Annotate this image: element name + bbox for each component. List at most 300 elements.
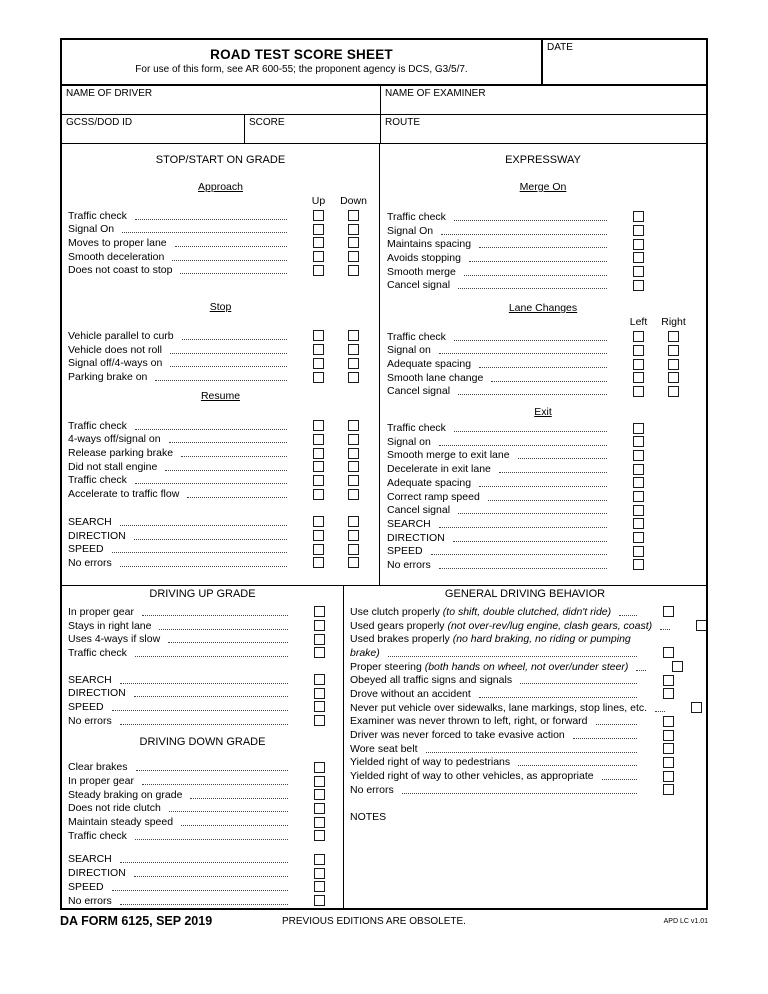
dotted-leader — [458, 281, 607, 289]
checklist-row — [380, 210, 706, 224]
body-top — [62, 144, 706, 586]
checkbox[interactable] — [313, 420, 324, 431]
dotted-leader — [441, 227, 607, 235]
item-label: Vehicle parallel to curb — [68, 329, 174, 342]
dotted-leader — [172, 253, 287, 261]
checklist-row — [62, 250, 379, 264]
item-label: Moves to proper lane — [68, 236, 167, 249]
item-label: Traffic check — [68, 419, 127, 432]
dotted-leader — [518, 451, 607, 459]
checklist-up-grade — [62, 605, 343, 660]
checkbox[interactable] — [314, 789, 325, 800]
checkbox[interactable] — [348, 530, 359, 541]
header-row-title — [62, 40, 706, 86]
checklist-row — [62, 329, 379, 343]
checklist-row — [62, 419, 379, 433]
checkbox[interactable] — [668, 372, 679, 383]
form-border — [60, 38, 708, 910]
checklist-row — [344, 660, 706, 674]
item-label: Cancel signal — [387, 279, 451, 292]
body-bottom — [62, 586, 706, 908]
subsection-title-exit: Exit — [534, 406, 552, 419]
checklist-row — [380, 278, 706, 292]
checkbox[interactable] — [313, 358, 324, 369]
item-label: Adequate spacing — [387, 358, 472, 371]
checklist-row — [62, 542, 379, 556]
item-label: DIRECTION — [68, 687, 126, 700]
checklist-row — [344, 701, 706, 715]
checkbox[interactable] — [348, 251, 359, 262]
checkbox[interactable] — [633, 464, 644, 475]
dotted-leader — [112, 883, 288, 891]
dotted-leader — [499, 465, 607, 473]
item-label: Steady braking on grade — [68, 788, 183, 801]
checklist-general — [344, 605, 706, 797]
checkbox[interactable] — [633, 280, 644, 291]
checklist-row — [62, 370, 379, 384]
item-label: No errors — [350, 783, 394, 796]
gcss-dod-id-field[interactable] — [62, 115, 244, 143]
checkbox[interactable] — [633, 450, 644, 461]
checklist-row — [344, 605, 706, 619]
checkbox[interactable] — [313, 237, 324, 248]
item-label: No errors — [387, 558, 431, 571]
checklist-row — [380, 476, 706, 490]
dotted-leader — [518, 758, 637, 766]
checkbox[interactable] — [313, 330, 324, 341]
subsection-title-resume: Resume — [200, 389, 241, 402]
driver-name-field[interactable] — [62, 86, 380, 114]
item-label: Signal On — [387, 224, 434, 237]
dotted-leader — [431, 547, 607, 555]
checklist-row — [62, 646, 343, 660]
item-label: Avoids stopping — [387, 251, 461, 264]
item-label: Used brakes properly (no hard braking, no riding or pumping — [350, 633, 631, 646]
item-label: Yielded right of way to pedestrians — [350, 756, 511, 769]
checklist-row — [380, 435, 706, 449]
checkbox[interactable] — [313, 344, 324, 355]
checkbox[interactable] — [633, 225, 644, 236]
dotted-leader — [458, 387, 607, 395]
checkbox[interactable] — [348, 544, 359, 555]
checkbox[interactable] — [633, 386, 644, 397]
checkbox[interactable] — [633, 239, 644, 250]
dotted-leader — [112, 545, 287, 553]
item-label: brake) — [350, 646, 380, 659]
dotted-leader — [439, 561, 607, 569]
subsection-title-approach: Approach — [198, 181, 243, 193]
checkbox[interactable] — [663, 771, 674, 782]
checkbox[interactable] — [633, 518, 644, 529]
checkbox[interactable] — [696, 620, 706, 631]
dotted-leader — [170, 359, 287, 367]
checklist-lane-changes — [380, 330, 706, 398]
checklist-row — [62, 446, 379, 460]
checkbox[interactable] — [348, 224, 359, 235]
checklist-merge-on — [380, 210, 706, 292]
item-label: Correct ramp speed — [387, 490, 480, 503]
examiner-name-label: NAME OF EXAMINER — [385, 88, 486, 99]
checkbox[interactable] — [668, 386, 679, 397]
checkbox[interactable] — [668, 331, 679, 342]
dotted-leader — [464, 268, 607, 276]
checklist-row — [62, 556, 379, 570]
checkbox[interactable] — [348, 344, 359, 355]
checkbox[interactable] — [663, 688, 674, 699]
checkbox[interactable] — [348, 265, 359, 276]
item-label: Does not ride clutch — [68, 802, 161, 815]
checkbox[interactable] — [314, 776, 325, 787]
checklist-row — [380, 558, 706, 572]
dotted-leader — [655, 704, 665, 712]
dotted-leader — [120, 717, 288, 725]
checkbox[interactable] — [633, 372, 644, 383]
dotted-leader — [142, 777, 288, 785]
dotted-leader — [120, 559, 287, 567]
item-label: Smooth deceleration — [68, 250, 165, 263]
section-title-down-grade: DRIVING DOWN GRADE — [139, 735, 266, 748]
checklist-row — [62, 894, 343, 908]
dotted-leader — [181, 449, 287, 457]
dotted-leader — [388, 649, 637, 657]
score-label: SCORE — [249, 117, 285, 128]
item-label: Did not stall engine — [68, 460, 158, 473]
checklist-row — [62, 774, 343, 788]
checklist-row — [380, 251, 706, 265]
examiner-name-field[interactable] — [380, 86, 706, 114]
checklist-row — [62, 236, 379, 250]
checkbox[interactable] — [314, 803, 325, 814]
checkbox[interactable] — [313, 372, 324, 383]
checkbox[interactable] — [633, 331, 644, 342]
checkbox[interactable] — [633, 423, 644, 434]
checkbox[interactable] — [663, 784, 674, 795]
dotted-leader — [439, 438, 607, 446]
checkbox[interactable] — [313, 475, 324, 486]
checkbox[interactable] — [633, 505, 644, 516]
dotted-leader — [159, 622, 288, 630]
checklist-row — [62, 761, 343, 775]
checkbox[interactable] — [348, 448, 359, 459]
checkbox[interactable] — [663, 730, 674, 741]
checkbox[interactable] — [314, 817, 325, 828]
checkbox[interactable] — [633, 266, 644, 277]
item-label: Traffic check — [387, 330, 446, 343]
checkbox[interactable] — [348, 557, 359, 568]
checklist-exit — [380, 421, 706, 572]
item-label: SEARCH — [387, 517, 431, 530]
checklist-resume — [62, 419, 379, 501]
dotted-leader — [180, 266, 287, 274]
dotted-leader — [596, 717, 637, 725]
item-label: No errors — [68, 894, 112, 907]
dotted-leader — [187, 490, 287, 498]
notes-area[interactable] — [344, 823, 706, 893]
checkbox[interactable] — [313, 448, 324, 459]
checklist-row — [62, 829, 343, 843]
checklist-row — [380, 330, 706, 344]
checklist-row — [380, 449, 706, 463]
checkbox[interactable] — [633, 252, 644, 263]
checklist-row — [62, 632, 343, 646]
checkbox[interactable] — [314, 854, 325, 865]
item-label: Traffic check — [68, 829, 127, 842]
checkbox[interactable] — [313, 530, 324, 541]
checklist-row — [344, 728, 706, 742]
dotted-leader — [169, 435, 287, 443]
dotted-leader — [135, 832, 288, 840]
checkbox[interactable] — [314, 830, 325, 841]
item-label: Signal On — [68, 223, 115, 236]
checklist-row — [380, 371, 706, 385]
item-label: Release parking brake — [68, 447, 174, 460]
checkbox[interactable] — [633, 359, 644, 370]
dotted-leader — [636, 663, 646, 671]
section-title-general: GENERAL DRIVING BEHAVIOR — [444, 588, 606, 600]
checklist-row — [380, 531, 706, 545]
dotted-leader — [469, 254, 607, 262]
dotted-leader — [134, 869, 288, 877]
dotted-leader — [175, 239, 287, 247]
dotted-leader — [491, 374, 607, 382]
checkbox[interactable] — [663, 606, 674, 617]
checkbox[interactable] — [313, 516, 324, 527]
checkbox[interactable] — [313, 434, 324, 445]
item-label: Cancel signal — [387, 504, 451, 517]
checkbox[interactable] — [314, 715, 325, 726]
checklist-row — [344, 619, 706, 633]
checkbox[interactable] — [668, 359, 679, 370]
checklist-stop-start-summary — [62, 515, 379, 570]
item-label: Wore seat belt — [350, 742, 418, 755]
dotted-leader — [453, 534, 607, 542]
checkbox[interactable] — [313, 557, 324, 568]
checklist-row — [62, 357, 379, 371]
checklist-row — [62, 815, 343, 829]
checkbox[interactable] — [348, 420, 359, 431]
checklist-row — [380, 462, 706, 476]
item-label: Driver was never forced to take evasive action — [350, 729, 565, 742]
item-label: Smooth merge to exit lane — [387, 449, 510, 462]
title-cell — [62, 40, 541, 84]
form-footer — [60, 914, 708, 934]
checklist-approach — [62, 209, 379, 277]
column-label-down: Down — [340, 194, 367, 207]
checkbox[interactable] — [348, 372, 359, 383]
dotted-leader — [190, 791, 288, 799]
column-headers-left-right — [380, 315, 706, 329]
checkbox[interactable] — [348, 210, 359, 221]
checkbox[interactable] — [314, 647, 325, 658]
item-label: Accelerate to traffic flow — [68, 488, 180, 501]
checklist-row — [380, 385, 706, 399]
checkbox[interactable] — [663, 675, 674, 686]
item-label: SEARCH — [68, 515, 112, 528]
dotted-leader — [479, 240, 607, 248]
checklist-row — [344, 742, 706, 756]
item-label: SPEED — [68, 700, 104, 713]
checklist-down-grade — [62, 761, 343, 843]
dotted-leader — [135, 212, 287, 220]
checklist-row — [62, 700, 343, 714]
checkbox[interactable] — [313, 210, 324, 221]
dotted-leader — [112, 703, 288, 711]
section-stop-start-on-grade — [62, 144, 380, 585]
item-label: Drove without an accident — [350, 687, 471, 700]
driver-name-label: NAME OF DRIVER — [66, 88, 153, 99]
checkbox[interactable] — [314, 688, 325, 699]
item-label: Examiner was never thrown to left, right, or forward — [350, 715, 588, 728]
dotted-leader — [488, 493, 607, 501]
checklist-row — [62, 460, 379, 474]
item-label: DIRECTION — [387, 531, 445, 544]
item-label: Never put vehicle over sidewalks, lane markings, stop lines, etc. — [350, 701, 648, 714]
checkbox[interactable] — [348, 461, 359, 472]
item-label: No errors — [68, 714, 112, 727]
checkbox[interactable] — [633, 546, 644, 557]
checkbox[interactable] — [348, 358, 359, 369]
item-label: No errors — [68, 556, 112, 569]
route-field[interactable] — [380, 115, 706, 143]
checkbox[interactable] — [663, 743, 674, 754]
checkbox[interactable] — [691, 702, 702, 713]
date-field[interactable] — [541, 40, 706, 84]
checkbox[interactable] — [314, 674, 325, 685]
checklist-row — [344, 756, 706, 770]
checklist-row — [380, 503, 706, 517]
checkbox[interactable] — [633, 532, 644, 543]
dotted-leader — [170, 346, 287, 354]
item-label: DIRECTION — [68, 529, 126, 542]
checkbox[interactable] — [633, 491, 644, 502]
checkbox[interactable] — [313, 489, 324, 500]
checkbox[interactable] — [633, 436, 644, 447]
item-label: In proper gear — [68, 605, 134, 618]
dotted-leader — [660, 622, 670, 630]
checklist-row — [62, 515, 379, 529]
dotted-leader — [454, 213, 607, 221]
checklist-row — [62, 686, 343, 700]
checklist-row — [344, 783, 706, 797]
checkbox[interactable] — [313, 544, 324, 555]
item-label: Used gears properly (not over-rev/lug engine, clash gears, coast) — [350, 619, 653, 632]
item-label: Signal off/4-ways on — [68, 357, 163, 370]
section-expressway — [380, 144, 706, 585]
checkbox[interactable] — [348, 434, 359, 445]
checklist-row — [62, 209, 379, 223]
checkbox[interactable] — [314, 762, 325, 773]
checklist-row — [62, 605, 343, 619]
checkbox[interactable] — [663, 757, 674, 768]
checkbox[interactable] — [314, 606, 325, 617]
checkbox[interactable] — [668, 345, 679, 356]
checklist-row — [62, 880, 343, 894]
checklist-row — [62, 433, 379, 447]
checkbox[interactable] — [348, 237, 359, 248]
checkbox[interactable] — [348, 516, 359, 527]
item-label: Yielded right of way to other vehicles, as appropriate — [350, 770, 594, 783]
item-label: Cancel signal — [387, 385, 451, 398]
checklist-row — [344, 769, 706, 783]
checkbox[interactable] — [314, 634, 325, 645]
dotted-leader — [120, 676, 288, 684]
checklist-row — [62, 222, 379, 236]
dotted-leader — [458, 506, 607, 514]
score-field[interactable] — [244, 115, 380, 143]
checklist-row — [380, 357, 706, 371]
dotted-leader — [142, 608, 288, 616]
checklist-row — [62, 619, 343, 633]
form-title: ROAD TEST SCORE SHEET — [210, 47, 393, 62]
checkbox[interactable] — [314, 620, 325, 631]
checkbox[interactable] — [313, 265, 324, 276]
checklist-row — [62, 788, 343, 802]
date-label: DATE — [547, 42, 573, 53]
checkbox[interactable] — [633, 559, 644, 570]
checkbox[interactable] — [672, 661, 683, 672]
dotted-leader — [479, 479, 607, 487]
checklist-row — [380, 265, 706, 279]
subsection-title-merge-on: Merge On — [519, 181, 567, 193]
dotted-leader — [135, 649, 288, 657]
checklist-row — [344, 673, 706, 687]
dotted-leader — [439, 520, 607, 528]
header-row-id — [62, 115, 706, 144]
dotted-leader — [120, 855, 288, 863]
dotted-leader — [479, 360, 607, 368]
dotted-leader — [169, 804, 288, 812]
checkbox[interactable] — [313, 224, 324, 235]
checkbox[interactable] — [313, 461, 324, 472]
checkbox[interactable] — [633, 477, 644, 488]
checkbox[interactable] — [348, 330, 359, 341]
checkbox[interactable] — [314, 868, 325, 879]
checkbox[interactable] — [348, 475, 359, 486]
dotted-leader — [602, 772, 637, 780]
checklist-row — [62, 474, 379, 488]
checklist-row — [380, 224, 706, 238]
item-label: Decelerate in exit lane — [387, 463, 491, 476]
checkbox[interactable] — [348, 489, 359, 500]
dotted-leader — [120, 518, 287, 526]
column-label-left: Left — [629, 315, 648, 328]
route-label: ROUTE — [385, 117, 420, 128]
checklist-row — [62, 263, 379, 277]
item-label: Smooth merge — [387, 265, 456, 278]
checkbox[interactable] — [663, 716, 674, 727]
checklist-row — [380, 517, 706, 531]
checklist-row — [62, 853, 343, 867]
section-title-up-grade: DRIVING UP GRADE — [149, 588, 256, 600]
item-label: Traffic check — [68, 474, 127, 487]
checkbox[interactable] — [663, 647, 674, 658]
gcss-dod-id-label: GCSS/DOD ID — [66, 117, 133, 128]
checkbox[interactable] — [314, 895, 325, 906]
item-label: SEARCH — [68, 673, 112, 686]
checkbox[interactable] — [633, 345, 644, 356]
column-label-up: Up — [311, 194, 326, 207]
checkbox[interactable] — [633, 211, 644, 222]
subsection-title-stop: Stop — [209, 301, 232, 314]
checkbox[interactable] — [313, 251, 324, 262]
item-label: SEARCH — [68, 853, 112, 866]
dotted-leader — [182, 332, 287, 340]
checkbox[interactable] — [314, 881, 325, 892]
obsolete-notice: PREVIOUS EDITIONS ARE OBSOLETE. — [282, 916, 466, 927]
checkbox[interactable] — [314, 701, 325, 712]
form-number: DA FORM 6125, SEP 2019 — [60, 914, 213, 928]
dotted-leader — [619, 608, 637, 616]
